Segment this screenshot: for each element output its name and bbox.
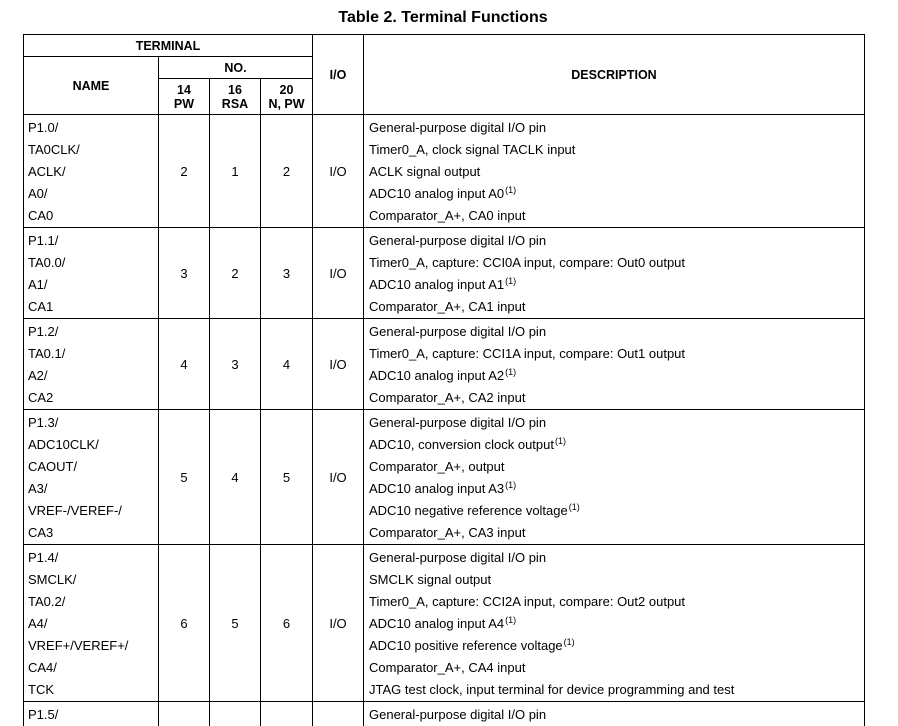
description-line [369, 547, 864, 569]
name-header: NAME [24, 57, 159, 115]
description-text: Comparator_A+, CA2 input [369, 390, 525, 405]
description-line [369, 183, 864, 205]
terminal-name: A2/ [28, 365, 158, 387]
description-line [369, 500, 864, 522]
description-text: Timer0_A, clock signal TACLK input [369, 142, 575, 157]
terminal-name-cell [24, 228, 159, 319]
description-line [369, 205, 864, 227]
io-type [313, 702, 364, 726]
terminal-name: TCK [28, 679, 158, 701]
terminal-name: P1.1/ [28, 230, 158, 252]
footnote-ref: (1) [505, 276, 516, 286]
description-cell [364, 228, 865, 319]
pin-14pw: 5 [159, 410, 210, 545]
pin-20npw: 3 [261, 228, 313, 319]
description-text: ADC10 analog input A3 [369, 481, 504, 496]
pkg-20npw-type: N, PW [261, 97, 312, 111]
description-line [369, 434, 864, 456]
description-line [369, 569, 864, 591]
description-text: Comparator_A+, CA0 input [369, 208, 525, 223]
pin-20npw: 4 [261, 319, 313, 410]
description-text: SMCLK signal output [369, 572, 491, 587]
description-line [369, 296, 864, 318]
terminal-name: A4/ [28, 613, 158, 635]
footnote-ref: (1) [505, 615, 516, 625]
description-text: ADC10 analog input A4 [369, 616, 504, 631]
terminal-name: SMCLK/ [28, 569, 158, 591]
pkg-16rsa-header [210, 79, 261, 115]
description-line [369, 456, 864, 478]
terminal-name: TA0.1/ [28, 343, 158, 365]
pkg-14pw-count: 14 [159, 83, 209, 97]
no-header: NO. [159, 57, 313, 79]
pin-20npw [261, 702, 313, 726]
description-text: Timer0_A, capture: CCI2A input, compare: Out2 output [369, 594, 685, 609]
pin-14pw: 3 [159, 228, 210, 319]
pin-20npw: 2 [261, 115, 313, 228]
description-cell [364, 115, 865, 228]
description-text: Comparator_A+, CA1 input [369, 299, 525, 314]
description-line [369, 230, 864, 252]
terminal-name: CA3 [28, 522, 158, 544]
description-text: Comparator_A+, output [369, 459, 505, 474]
description-line [369, 613, 864, 635]
description-text: General-purpose digital I/O pin [369, 415, 546, 430]
io-type: I/O [313, 410, 364, 545]
terminal-name: CA2 [28, 387, 158, 409]
footnote-ref: (1) [569, 502, 580, 512]
description-line [369, 161, 864, 183]
terminal-name: P1.3/ [28, 412, 158, 434]
terminal-name-cell [24, 410, 159, 545]
terminal-header: TERMINAL [24, 35, 313, 57]
terminal-name: VREF+/VEREF+/ [28, 635, 158, 657]
table-row [24, 702, 865, 726]
description-text: General-purpose digital I/O pin [369, 120, 546, 135]
description-line [369, 522, 864, 544]
io-type: I/O [313, 228, 364, 319]
pin-14pw [159, 702, 210, 726]
description-text: JTAG test clock, input terminal for device programming and test [369, 682, 734, 697]
terminal-name: TA0.0/ [28, 252, 158, 274]
pin-16rsa: 1 [210, 115, 261, 228]
terminal-name: TA0CLK/ [28, 139, 158, 161]
terminal-name: CA4/ [28, 657, 158, 679]
description-line [369, 635, 864, 657]
footnote-ref: (1) [555, 436, 566, 446]
table-row [24, 410, 865, 545]
pin-16rsa [210, 702, 261, 726]
description-text: Timer0_A, capture: CCI1A input, compare: Out1 output [369, 346, 685, 361]
description-text: ADC10 analog input A1 [369, 277, 504, 292]
terminal-name: ACLK/ [28, 161, 158, 183]
terminal-name: VREF-/VEREF-/ [28, 500, 158, 522]
description-cell [364, 702, 865, 726]
terminal-name-cell [24, 702, 159, 726]
terminal-name: CA0 [28, 205, 158, 227]
description-line [369, 591, 864, 613]
description-text: General-purpose digital I/O pin [369, 707, 546, 722]
description-line [369, 478, 864, 500]
description-line [369, 704, 864, 726]
terminal-name: P1.5/ [28, 704, 158, 726]
description-text: Timer0_A, capture: CCI0A input, compare: Out0 output [369, 255, 685, 270]
description-line [369, 274, 864, 296]
description-header: DESCRIPTION [364, 35, 865, 115]
description-text: ADC10 negative reference voltage [369, 503, 568, 518]
pin-14pw: 4 [159, 319, 210, 410]
description-text: ADC10, conversion clock output [369, 437, 554, 452]
description-line [369, 252, 864, 274]
description-text: General-purpose digital I/O pin [369, 324, 546, 339]
terminal-name: ADC10CLK/ [28, 434, 158, 456]
pkg-20npw-count: 20 [261, 83, 312, 97]
description-text: General-purpose digital I/O pin [369, 233, 546, 248]
io-header: I/O [313, 35, 364, 115]
io-type: I/O [313, 319, 364, 410]
pin-16rsa: 4 [210, 410, 261, 545]
table-row [24, 115, 865, 228]
description-text: Comparator_A+, CA4 input [369, 660, 525, 675]
footnote-ref: (1) [505, 185, 516, 195]
terminal-name: P1.2/ [28, 321, 158, 343]
pkg-16rsa-type: RSA [210, 97, 260, 111]
pin-16rsa: 5 [210, 545, 261, 702]
description-text: ADC10 analog input A2 [369, 368, 504, 383]
footnote-ref: (1) [505, 480, 516, 490]
pin-14pw: 6 [159, 545, 210, 702]
description-line [369, 387, 864, 409]
table-body [24, 115, 865, 726]
terminal-name: TA0.2/ [28, 591, 158, 613]
description-text: ADC10 positive reference voltage [369, 638, 563, 653]
pin-14pw: 2 [159, 115, 210, 228]
description-line [369, 139, 864, 161]
pkg-14pw-header [159, 79, 210, 115]
description-line [369, 343, 864, 365]
footnote-ref: (1) [564, 637, 575, 647]
terminal-name: A0/ [28, 183, 158, 205]
terminal-name: A1/ [28, 274, 158, 296]
table-row [24, 319, 865, 410]
description-text: Comparator_A+, CA3 input [369, 525, 525, 540]
terminal-name-cell [24, 545, 159, 702]
pin-16rsa: 2 [210, 228, 261, 319]
description-line [369, 365, 864, 387]
description-line [369, 679, 864, 701]
description-cell [364, 410, 865, 545]
terminal-name: A3/ [28, 478, 158, 500]
description-cell [364, 319, 865, 410]
io-type: I/O [313, 115, 364, 228]
description-cell [364, 545, 865, 702]
terminal-name-cell [24, 319, 159, 410]
terminal-name: CA1 [28, 296, 158, 318]
pkg-16rsa-count: 16 [210, 83, 260, 97]
terminal-name: P1.4/ [28, 547, 158, 569]
pin-20npw: 6 [261, 545, 313, 702]
io-type: I/O [313, 545, 364, 702]
description-line [369, 412, 864, 434]
description-line [369, 657, 864, 679]
pin-20npw: 5 [261, 410, 313, 545]
terminal-functions-table [23, 34, 865, 726]
pkg-20npw-header [261, 79, 313, 115]
pkg-14pw-type: PW [159, 97, 209, 111]
terminal-name: CAOUT/ [28, 456, 158, 478]
pin-16rsa: 3 [210, 319, 261, 410]
table-row [24, 545, 865, 702]
description-line [369, 117, 864, 139]
description-line [369, 321, 864, 343]
terminal-name: P1.0/ [28, 117, 158, 139]
table-title: Table 2. Terminal Functions [0, 9, 886, 27]
table-row [24, 228, 865, 319]
description-text: ADC10 analog input A0 [369, 186, 504, 201]
description-text: General-purpose digital I/O pin [369, 550, 546, 565]
terminal-name-cell [24, 115, 159, 228]
description-text: ACLK signal output [369, 164, 480, 179]
footnote-ref: (1) [505, 367, 516, 377]
